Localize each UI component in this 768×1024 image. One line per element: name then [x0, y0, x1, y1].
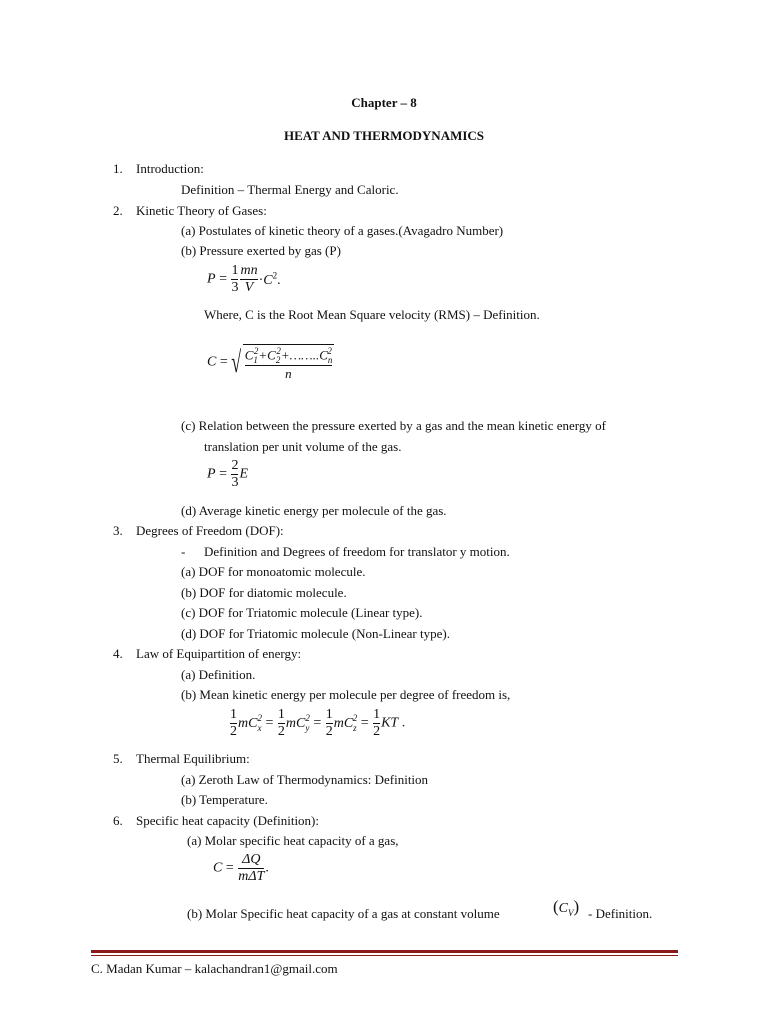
item-number: 3. — [113, 523, 123, 538]
sub-item: (c) Relation between the pressure exerted by a gas and the mean kinetic energy of — [181, 418, 606, 433]
sub-item: (d) DOF for Triatomic molecule (Non-Linear type). — [181, 626, 450, 641]
sub-item: (b) Temperature. — [181, 792, 268, 807]
sub-item: Definition – Thermal Energy and Caloric. — [181, 182, 399, 197]
footer-rule-thin — [91, 955, 678, 956]
sub-item: (a) Definition. — [181, 667, 256, 682]
pressure-energy-equation: P = $\frac{2}{3}$ E — [207, 458, 249, 490]
specific-heat-equation: C = $\frac{\Delta Q}{\text{mΔT}}$ . — [213, 852, 269, 884]
chapter-heading: Chapter – 8 — [351, 95, 417, 110]
rms-definition: Where, C is the Root Mean Square velocity (RMS) – Definition. — [204, 307, 540, 322]
sub-item: (b) DOF for diatomic molecule. — [181, 585, 347, 600]
sub-item: (a) DOF for monoatomic molecule. — [181, 564, 366, 579]
sub-item-continued: translation per unit volume of the gas. — [204, 439, 402, 454]
sub-item: (b) Mean kinetic energy per molecule per degree of freedom is, — [181, 687, 511, 702]
pressure-equation: P = $\frac{1}{3}$ $\frac{mn}{V}$ $\cdot C^2$. — [207, 263, 281, 295]
equipartition-equation: $\frac{1}{2}$ $mC_x^2$ = $\frac{1}{2}$ $mC_y^2$ = $\frac{1}{2}$ $mC_z^2$ = $\frac{1}{2}$ KT . — [230, 707, 406, 739]
footer-author: C. Madan Kumar – kalachandran1@gmail.com — [91, 961, 338, 976]
item-number: 1. — [113, 161, 123, 176]
item-number: 6. — [113, 813, 123, 828]
sub-item: (b) Pressure exerted by gas (P) — [181, 243, 341, 258]
item-heading: Thermal Equilibrium: — [136, 751, 250, 766]
sub-item: (b) Molar Specific heat capacity of a gas at constant volume — [187, 906, 500, 921]
item-heading: Introduction: — [136, 161, 204, 176]
item-heading: Specific heat capacity (Definition): — [136, 813, 320, 828]
sub-item: (a) Postulates of kinetic theory of a gases.(Avagadro Number) — [181, 223, 504, 238]
rms-equation: C = √ $\frac{C_1^2+C_2^2+\dots\dots..C_n^2}{n}$ — [207, 345, 333, 382]
sub-item: (d) Average kinetic energy per molecule of the gas. — [181, 503, 447, 518]
item-number: 4. — [113, 646, 123, 661]
item-heading: Law of Equipartition of energy: — [136, 646, 302, 661]
sub-item-end: - Definition. — [588, 906, 653, 921]
sub-item: Definition and Degrees of freedom for translator y motion. — [204, 544, 510, 559]
item-heading: Degrees of Freedom (DOF): — [136, 523, 284, 538]
cv-symbol: $(C_V)$ — [553, 897, 580, 918]
item-number: 5. — [113, 751, 123, 766]
item-heading: Kinetic Theory of Gases: — [136, 203, 267, 218]
sub-item: (c) DOF for Triatomic molecule (Linear type). — [181, 605, 423, 620]
sub-item: (a) Zeroth Law of Thermodynamics: Definition — [181, 772, 429, 787]
dash-bullet: - — [181, 544, 186, 559]
item-number: 2. — [113, 203, 123, 218]
sub-item: (a) Molar specific heat capacity of a gas, — [187, 833, 399, 848]
footer-rule-thick — [91, 950, 678, 953]
chapter-title: HEAT AND THERMODYNAMICS — [283, 128, 485, 143]
